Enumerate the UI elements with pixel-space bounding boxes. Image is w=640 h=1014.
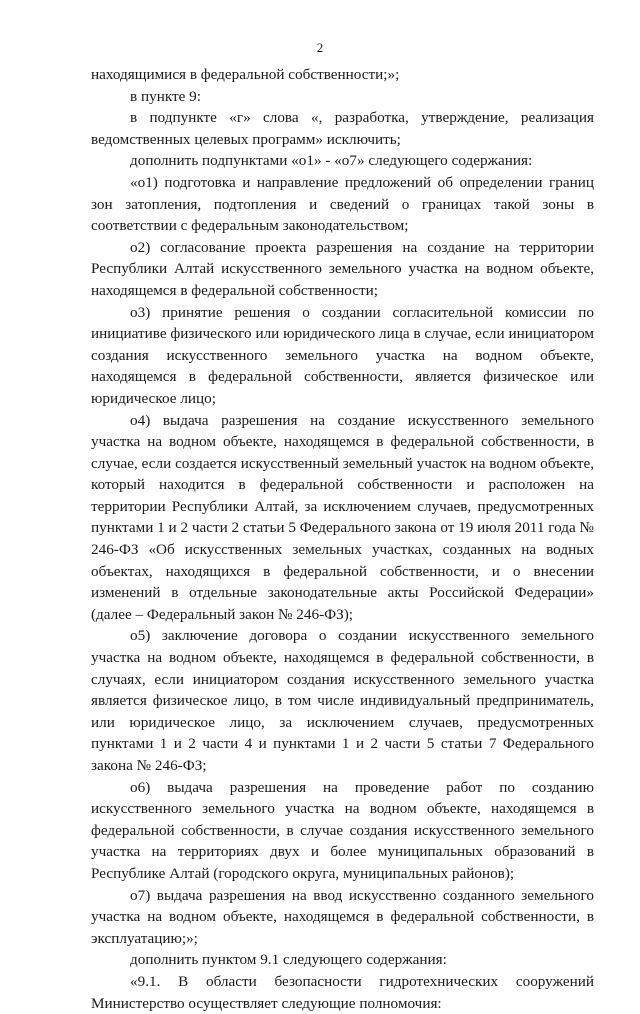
paragraph: в пункте 9: bbox=[130, 87, 201, 105]
paragraph: дополнить пунктом 9.1 следующего содержания: bbox=[130, 951, 447, 969]
document-body bbox=[91, 64, 594, 1014]
paragraph: «9.1. В области безопасности гидротехнических сооружений Министерство осуществляет следующие полномочия: bbox=[91, 972, 594, 1012]
paragraph: «о1) подготовка и направление предложений об определении границ зон затопления, подтопления и сведений о границах такой зоны в соответствии с федеральным законодательством; bbox=[91, 173, 594, 235]
paragraph: о4) выдача разрешения на создание искусственного земельного участка на водном объекте, находящемся в федеральной собственности, в случае, если создается искусственный земельный участок на водном объекте, который находится в федеральной собственности и расположен на территории Республики Алтай, за исключением случаев, предусмотренных пунктами 1 и 2 части 2 статьи 5 Федерального закона от 19 июля 2011 года № 246-ФЗ «Об искусственных земельных участках, созданных на водных объектах, находящихся в федеральной собственности, и о внесении изменений в отдельные законодательные акты Российской Федерации» (далее – Федеральный закон № 246-ФЗ); bbox=[91, 411, 594, 623]
paragraph: о6) выдача разрешения на проведение работ по созданию искусственного земельного участка на водном объекте, находящемся в федеральной собственности, в случае создания искусственного земельного участка на территориях двух и более муниципальных образований в Республике Алтай (городского округа, муниципальных районов); bbox=[91, 778, 594, 882]
paragraph: дополнить подпунктами «о1» - «о7» следующего содержания: bbox=[130, 152, 533, 170]
paragraph: о7) выдача разрешения на ввод искусственно созданного земельного участка на водном объекте, находящемся в федеральной собственности, в эксплуатацию;»; bbox=[91, 886, 594, 947]
paragraph: о3) принятие решения о создании согласительной комиссии по инициативе физического или юридического лица в случае, если инициатором создания искусственного земельного участка на водном объекте, находящемся в федеральной собственности, является физическое или юридическое лицо; bbox=[91, 303, 594, 407]
paragraph: о2) согласование проекта разрешения на создание на территории Республики Алтай искусственного земельного участка на водном объекте, находящемся в федеральной собственности; bbox=[91, 238, 594, 299]
paragraph: находящимися в федеральной собственности;»; bbox=[91, 66, 400, 83]
paragraph: о5) заключение договора о создании искусственного земельного участка на водном объекте, находящемся в федеральной собственности, в случаях, если инициатором создания искусственного земельного участка является физическое лицо, в том числе индивидуальный предприниматель, или юридическое лицо, за исключением случаев, предусмотренных пунктами 1 и 2 части 4 и пунктами 1 и 2 части 5 статьи 7 Федерального закона № 246-ФЗ; bbox=[91, 627, 594, 774]
page-number: 2 bbox=[316, 40, 324, 55]
paragraph: в подпункте «г» слова «, разработка, утверждение, реализация ведомственных целевых программ» исключить; bbox=[91, 109, 594, 148]
